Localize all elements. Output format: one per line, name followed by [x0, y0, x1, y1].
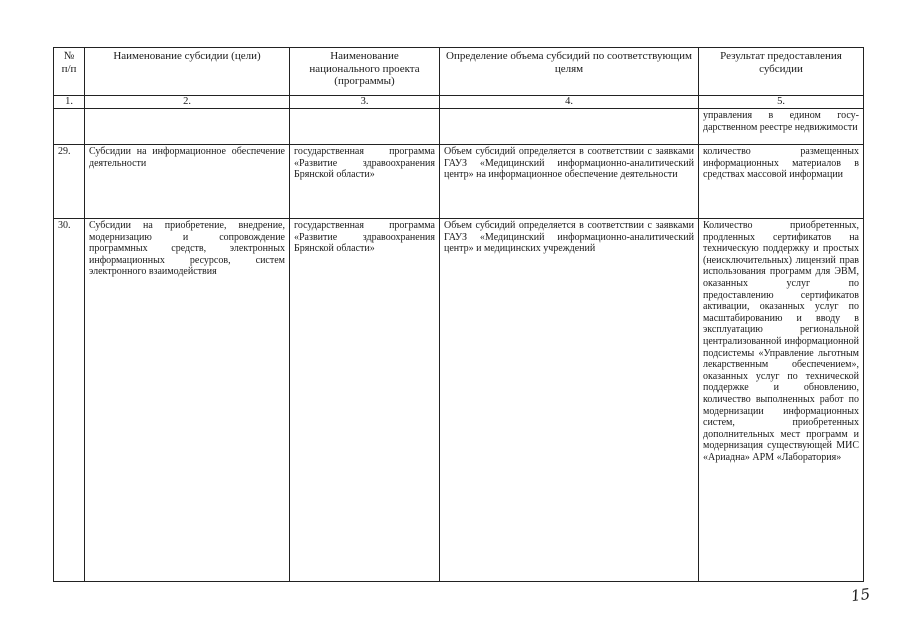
header-result: Результат предоставления субсидии	[699, 48, 864, 96]
subsidy-name: Субсидии на информационное обеспечение деятельности	[85, 145, 290, 219]
row-number: 30.	[54, 219, 85, 582]
continuation-row	[54, 109, 864, 145]
column-number: 1.	[54, 96, 85, 109]
table-row	[54, 145, 864, 219]
empty-cell	[54, 109, 85, 145]
empty-cell	[290, 109, 440, 145]
row-number: 29.	[54, 145, 85, 219]
empty-cell	[440, 109, 699, 145]
column-number: 5.	[699, 96, 864, 109]
table-row	[54, 219, 864, 582]
header-num: № п/п	[54, 48, 85, 96]
column-number: 2.	[85, 96, 290, 109]
subsidy-result: Количество приобретенных, продленных сертификатов на техническую поддержку и простых (неисключительных) лицензий прав использования программ для ЭВМ, оказанных услуг по предоставлению сертификатов активации, оказанных услуг по масштабированию и вводу в эксплуатацию региональной централизованной информационной подсистемы «Управление льготным лекарственным обеспечением», оказанных услуг по технической поддержке и обновлению, количество выполненных работ по модернизации информационных систем, приобретенных дополнительных мест программ и модернизация существующей МИС «Ариадна» АРМ «Лаборатория»	[699, 219, 864, 582]
header-definition: Определение объема субсидий по соответствующим целям	[440, 48, 699, 96]
header-row	[54, 48, 864, 96]
column-number: 3.	[290, 96, 440, 109]
subsidy-name: Субсидии на приобретение, внедрение, модернизацию и сопровождение программных средств, электронных информационных ресурсов, систем электронного взаимодействия	[85, 219, 290, 582]
subsidy-definition: Объем субсидий определяется в соответствии с заявками ГАУЗ «Медицинский информационно-аналитический центр» и медицинских учреждений	[440, 219, 699, 582]
national-project: государственная программа «Развитие здравоохранения Брянской области»	[290, 219, 440, 582]
subsidy-definition: Объем субсидий определяется в соответствии с заявками ГАУЗ «Медицинский информационно-аналитический центр» на информационное обеспечение деятельности	[440, 145, 699, 219]
page-number: 15	[849, 584, 872, 606]
header-project: Наименование национального проекта (программы)	[290, 48, 440, 96]
national-project: государственная программа «Развитие здравоохранения Брянской области»	[290, 145, 440, 219]
continuation-result: управления в едином госу-дарственном реестре недвижимости	[699, 109, 864, 145]
subsidy-result: количество размещенных информационных материалов в средствах массовой информации	[699, 145, 864, 219]
column-number: 4.	[440, 96, 699, 109]
empty-cell	[85, 109, 290, 145]
column-number-row	[54, 96, 864, 109]
subsidies-table	[53, 47, 864, 582]
header-name: Наименование субсидии (цели)	[85, 48, 290, 96]
